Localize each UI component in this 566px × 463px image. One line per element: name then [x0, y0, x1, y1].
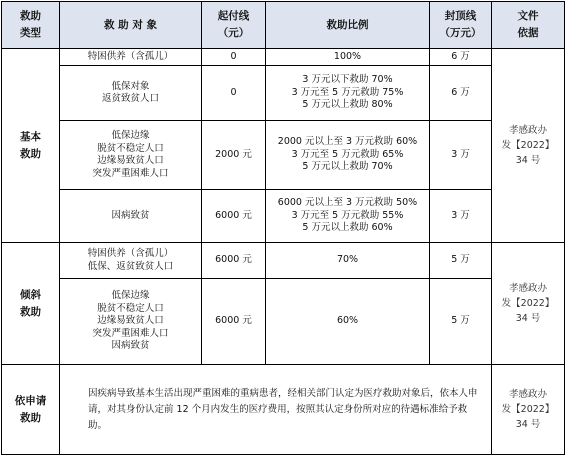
- threshold-cell: 6000 元: [202, 279, 266, 365]
- table-row: [2, 66, 565, 121]
- header-ratio: 救助比例: [266, 2, 430, 49]
- header-row: [2, 2, 565, 49]
- category-application: 依申请 救助: [2, 365, 60, 455]
- threshold-cell: 2000 元: [202, 121, 266, 190]
- ratio-cell: 2000 元以上至 3 万元救助 60% 3 万元至 5 万元救助 65% 5 万元以上救助 70%: [266, 121, 430, 190]
- cap-cell: 3 万: [430, 121, 492, 190]
- category-basic: 基本 救助: [2, 49, 60, 243]
- ratio-cell: 100%: [266, 49, 430, 66]
- header-assistance-type: 救助 类型: [2, 2, 60, 49]
- document-basis-basic: 孝感政办 发【2022】 34 号: [492, 49, 565, 243]
- threshold-cell: 6000 元: [202, 190, 266, 243]
- medical-assistance-table: [1, 1, 565, 455]
- header-threshold: 起付线 （元）: [202, 2, 266, 49]
- category-tilt: 倾斜 救助: [2, 243, 60, 365]
- ratio-cell: 60%: [266, 279, 430, 365]
- document-basis-application: 孝感政办 发【2022】 34 号: [492, 365, 565, 455]
- threshold-cell: 6000 元: [202, 243, 266, 279]
- cap-cell: 6 万: [430, 49, 492, 66]
- table-row: [2, 121, 565, 190]
- cap-cell: 5 万: [430, 243, 492, 279]
- header-assistance-target: 救 助 对 象: [60, 2, 202, 49]
- cap-cell: 3 万: [430, 190, 492, 243]
- table-row: [2, 190, 565, 243]
- table-row: [2, 279, 565, 365]
- cap-cell: 6 万: [430, 66, 492, 121]
- document-basis-tilt: 孝感政办 发【2022】 34 号: [492, 243, 565, 365]
- header-cap: 封顶线 （万元）: [430, 2, 492, 49]
- target-cell: 特困供养（含孤儿） 低保、返贫致贫人口: [60, 243, 202, 279]
- target-cell: 低保边缘 脱贫不稳定人口 边缘易致贫人口 突发严重困难人口 因病致贫: [60, 279, 202, 365]
- table-row: [2, 243, 565, 279]
- threshold-cell: 0: [202, 66, 266, 121]
- table-row: [2, 49, 565, 66]
- table-row: [2, 365, 565, 455]
- application-description: 因疾病导致基本生活出现严重困难的重病患者，经相关部门认定为医疗救助对象后，依本人申请，对其身份认定前 12 个月内发生的医疗费用，按照其认定身份所对应的待遇标准给予救助。: [60, 365, 492, 455]
- ratio-cell: 3 万元以下救助 70% 3 万元至 5 万元救助 75% 5 万元以上救助 80%: [266, 66, 430, 121]
- target-cell: 低保边缘 脱贫不稳定人口 边缘易致贫人口 突发严重困难人口: [60, 121, 202, 190]
- target-cell: 特困供养（含孤儿）: [60, 49, 202, 66]
- threshold-cell: 0: [202, 49, 266, 66]
- header-document-basis: 文件 依据: [492, 2, 565, 49]
- ratio-cell: 70%: [266, 243, 430, 279]
- ratio-cell: 6000 元以上至 3 万元救助 50% 3 万元至 5 万元救助 55% 5 万元以上救助 60%: [266, 190, 430, 243]
- target-cell: 因病致贫: [60, 190, 202, 243]
- cap-cell: 5 万: [430, 279, 492, 365]
- target-cell: 低保对象 返贫致贫人口: [60, 66, 202, 121]
